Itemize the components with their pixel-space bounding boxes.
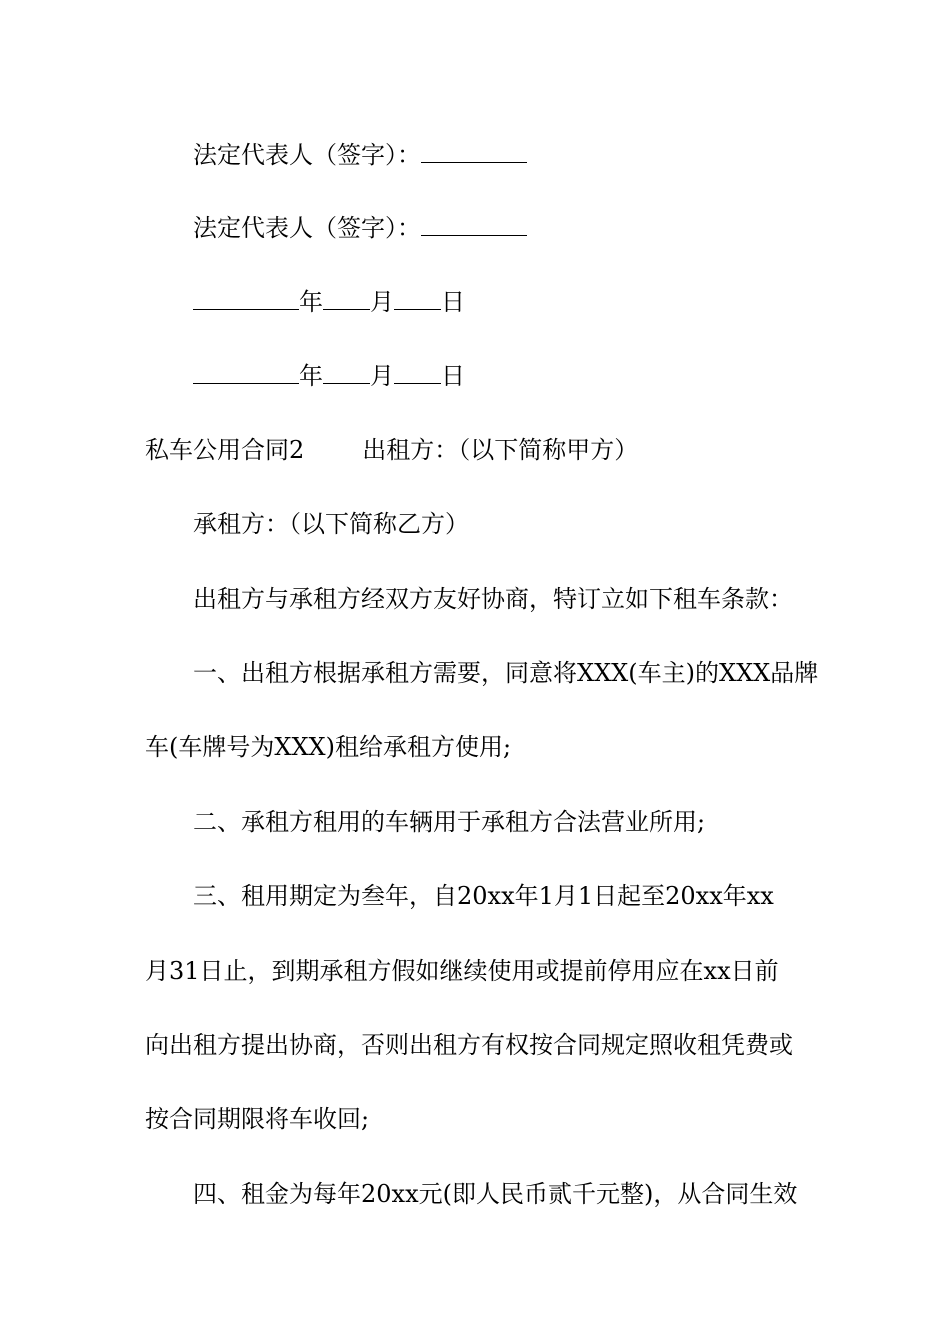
signature-blank	[421, 211, 527, 236]
day-blank	[394, 359, 441, 384]
day-blank	[394, 285, 441, 310]
contract-title: 私车公用合同2	[145, 436, 305, 464]
intro-paragraph: 出租方与承租方经双方友好协商，特订立如下租车条款：	[193, 585, 793, 613]
clause-1-line-1: 一、出租方根据承租方需要，同意将XXX(车主)的XXX品牌	[193, 659, 819, 687]
year-label: 年	[299, 288, 323, 316]
month-label: 月	[370, 362, 394, 390]
clause-3-line-2: 月31日止，到期承租方假如继续使用或提前停用应在xx日前	[145, 957, 779, 985]
year-blank	[193, 359, 299, 384]
clause-3-line-4: 按合同期限将车收回;	[145, 1105, 370, 1133]
signature-line-1	[193, 138, 815, 171]
contract-heading-line	[145, 434, 815, 466]
year-blank	[193, 285, 299, 310]
month-blank	[323, 285, 370, 310]
clause-1-line-2: 车(车牌号为XXX)租给承租方使用;	[145, 733, 512, 761]
clause-4-line-1: 四、租金为每年20xx元(即人民币贰千元整)，从合同生效	[193, 1180, 798, 1208]
day-label: 日	[441, 288, 465, 316]
day-label: 日	[441, 362, 465, 390]
date-line-1	[193, 285, 815, 318]
signature-blank	[421, 138, 527, 163]
year-label: 年	[299, 362, 323, 390]
signature-line-2	[193, 211, 815, 244]
date-line-2	[193, 359, 815, 392]
month-blank	[323, 359, 370, 384]
clause-3-line-1: 三、租用期定为叁年，自20xx年1月1日起至20xx年xx	[193, 882, 774, 910]
legal-rep-label: 法定代表人（签字）：	[193, 141, 421, 169]
month-label: 月	[370, 288, 394, 316]
clause-2: 二、承租方租用的车辆用于承租方合法营业所用;	[193, 808, 706, 836]
lessee-line: 承租方：（以下简称乙方）	[193, 510, 469, 538]
legal-rep-label: 法定代表人（签字）：	[193, 214, 421, 242]
lessor-line: 出租方：（以下简称甲方）	[362, 436, 639, 464]
clause-3-line-3: 向出租方提出协商，否则出租方有权按合同规定照收租凭费或	[145, 1031, 793, 1059]
